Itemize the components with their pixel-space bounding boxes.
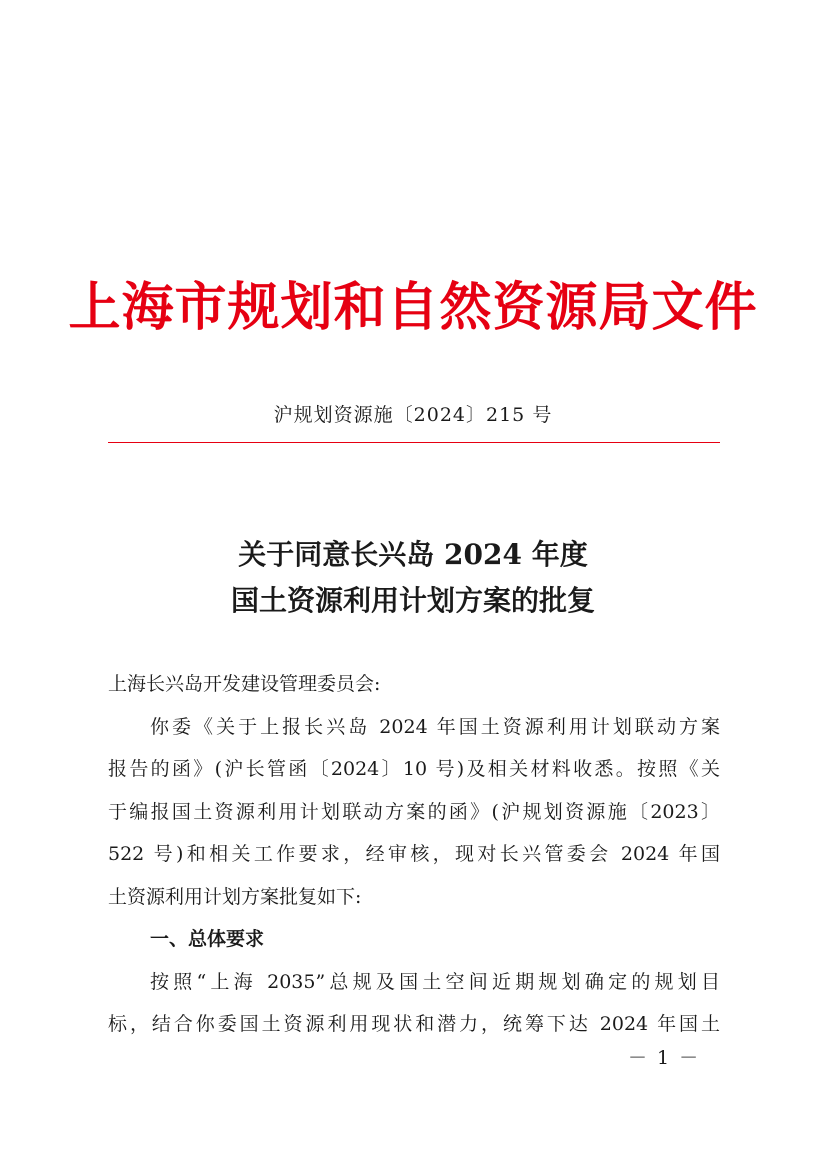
title-line-1: 关于同意长兴岛 2024 年度	[238, 538, 588, 571]
document-masthead: 上海市规划和自然资源局文件	[68, 277, 758, 338]
red-divider-line	[108, 442, 720, 443]
paragraph-1-line-1: 你委《关于上报长兴岛 2024 年国土资源利用计划联动方案	[150, 715, 720, 738]
document-number: 沪规划资源施〔2024〕215 号	[273, 404, 553, 426]
page-number: － 1 －	[628, 1047, 701, 1069]
paragraph-1-line-5: 土资源利用计划方案批复如下:	[108, 885, 362, 908]
addressee: 上海长兴岛开发建设管理委员会:	[108, 673, 381, 695]
section-1-heading: 一、总体要求	[150, 928, 265, 950]
paragraph-1-line-2: 报告的函》(沪长管函〔2024〕10 号)及相关材料收悉。按照《关	[108, 758, 720, 780]
paragraph-2-line-2: 标，结合你委国土资源利用现状和潜力，统筹下达 2024 年国土	[108, 1013, 720, 1035]
document-title	[0, 532, 826, 624]
document-body	[108, 663, 720, 1046]
paragraph-1-line-4: 522 号)和相关工作要求，经审核，现对长兴管委会 2024 年国	[108, 843, 720, 865]
paragraph-2-line-1: 按照“上海 2035”总规及国土空间近期规划确定的规划目	[150, 970, 720, 993]
paragraph-1-line-3: 于编报国土资源利用计划联动方案的函》(沪规划资源施〔2023〕	[108, 800, 720, 823]
title-line-2: 国土资源利用计划方案的批复	[230, 584, 595, 617]
